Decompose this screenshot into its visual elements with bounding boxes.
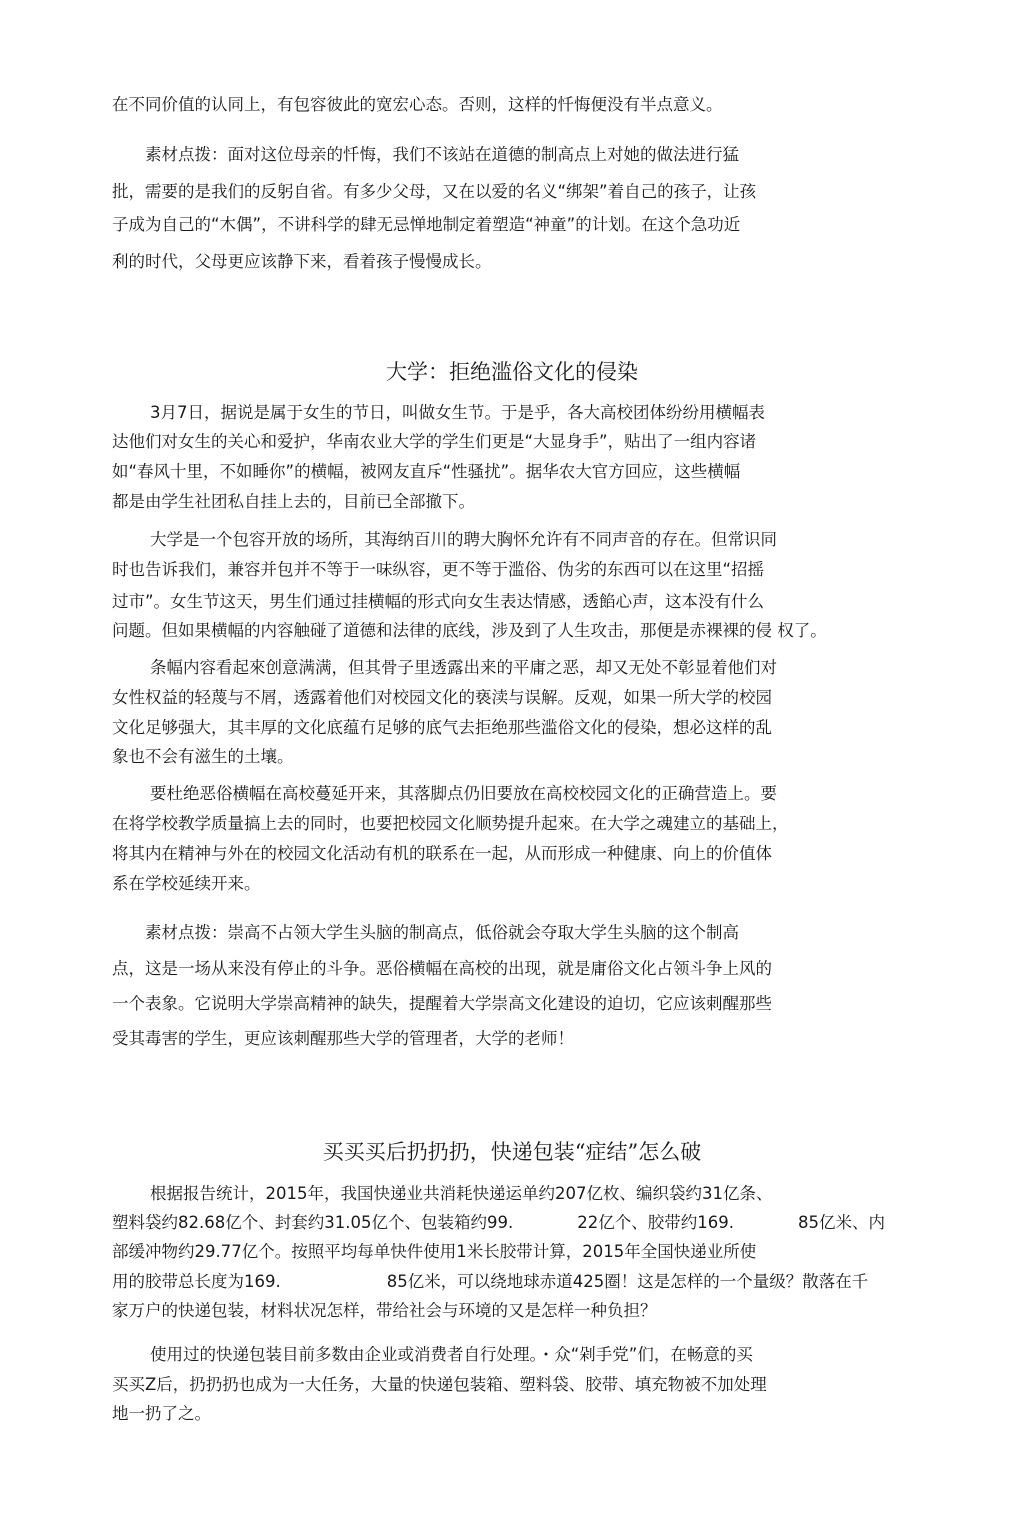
paragraph-line: 女性权益的轻蔑与不屑，透露着他们对校园文化的亵渎与误解。反观，如果一所大学的校园 [112,688,772,707]
section-title: 大学：拒绝滥俗文化的侵染 [386,360,638,384]
paragraph-line: 问题。但如果横幅的内容触碰了道德和法律的底线，涉及到了人生攻击，那便是赤裸裸的侵 权了。 [112,621,827,640]
paragraph-line: 过市”。女生节这天，男生们通过挂横幅的形式向女生表达情感，透餡心声，这本没有什么 [112,592,765,611]
paragraph-line: 家万户的快递包装，材料状况怎样，带给社会与环境的又是怎样一种负担？ [112,1301,657,1320]
text-segment: 用的胶带总长度为169. [112,1272,281,1291]
paragraph-line: 时也告诉我们，兼容并包并不等于一味纵容，更不等于滥俗、伪劣的东西可以在这里“招摇 [112,560,765,579]
paragraph-line: 文化足够强大，其丰厚的文化底蕴冇足够的底气去拒绝那些滥俗文化的侵染，想必这样的乱 [112,718,772,737]
paragraph-line [112,1211,885,1235]
paragraph-line: 条幅内容看起來创意满满，但其骨子里透露出来的平庸之恶，却又无处不彰显着他们对 [150,658,777,677]
paragraph-line: 如“春风十里，不如睡你”的横幅，被网友直斥“性骚扰”。据华农大官方回应，这些横幅 [112,462,741,481]
paragraph-line [112,1270,868,1294]
paragraph-line: 素材点拨：面对这位母亲的忏悔，我们不该站在道德的制高点上对她的做法进行猛 [112,145,739,164]
text-segment: 22亿个、胶带约169. [577,1213,734,1232]
text-segment: 85亿米、内 [797,1213,885,1232]
paragraph-line: 将其内在精神与外在的校园文化活动有机的联系在一起，从而形成一种健康、向上的价值体 [112,844,772,863]
paragraph-line: 达他们对女生的关心和爱护，华南农业大学的学生们更是“大显身手”，贴出了一组内容诸 [112,432,757,451]
paragraph-line: 利的时代，父母更应该静下来，看着孩子慢慢成长。 [112,252,492,271]
paragraph-line: 子成为自己的“木偶”，不讲科学的肆无忌惮地制定着塑造“神童”的计划。在这个急功近 [112,215,741,234]
paragraph-line: 地一扔了之。 [112,1404,211,1423]
paragraph-line: 根据报告统计，2015年，我国快递业共消耗快递运单约207亿枚、编织袋约31亿条、 [150,1184,773,1203]
paragraph-line: 都是由学生社团私自挂上去的，目前已全部撤下。 [112,492,475,511]
paragraph-line: 一个表象。它说明大学崇高精神的缺失，提醒着大学崇高文化建设的迫切，它应该刺醒那些 [112,994,772,1013]
paragraph-line: 素材点拨：崇高不占领大学生头脑的制高点，低俗就会夺取大学生头脑的这个制高 [112,923,739,942]
paragraph-line: 在不同价值的认同上，有包容彼此的宽宏心态。否则，这样的忏悔便没有半点意义。 [112,95,723,114]
paragraph-line: 象也不会有滋生的土壤。 [112,747,294,766]
paragraph-line: 买买Z后，扔扔扔也成为一大任务，大量的快递包装箱、塑料袋、胶带、填充物被不加处理 [112,1375,767,1394]
paragraph-line: 系在学校延续开来。 [112,874,261,893]
paragraph-line: 点，这是一场从来没有停止的斗争。恶俗横幅在高校的出现，就是庸俗文化占领斗争上风的 [112,959,772,978]
text-segment: 85亿米，可以绕地球赤道425圈！这是怎样的一个量级？散落在千 [386,1272,869,1291]
paragraph-line: 使用过的快递包装目前多数由企业或消费者自行处理。・众“剁手党”们，在畅意的买 [150,1345,753,1364]
text-segment: 塑料袋约82.68亿个、封套约31.05亿个、包装箱约99. [112,1213,514,1232]
paragraph-line: 部缓冲物约29.77亿个。按照平均每单快件使用1米长胶带计算，2015年全国快递业所使 [112,1242,757,1261]
paragraph-line: 在将学校教学质量搞上去的同时，也要把校园文化顺势提升起來。在大学之魂建立的基础上， [112,814,789,833]
paragraph-line: 3月7日，据说是属于女生的节日，叫做女生节。于是乎，各大高校团体纷纷用横幅表 [150,403,765,422]
paragraph-line: 批，需要的是我们的反躬自省。有多少父母，又在以爱的名义“绑架”着自己的孩子，让孩 [112,182,757,201]
paragraph-line: 受其毒害的学生，更应该刺醒那些大学的管理者，大学的老师！ [112,1029,574,1048]
paragraph-line: 要杜绝恶俗横幅在高校蔓延开来，其落脚点仍旧要放在高校校园文化的正确营造上。要 [150,784,777,803]
section-title: 买买买后扔扔扔，快递包装“症结”怎么破 [322,1140,702,1164]
paragraph-line: 大学是一个包容开放的场所，其海纳百川的聘大胸怀允许有不同声音的存在。但常识同 [150,530,777,549]
